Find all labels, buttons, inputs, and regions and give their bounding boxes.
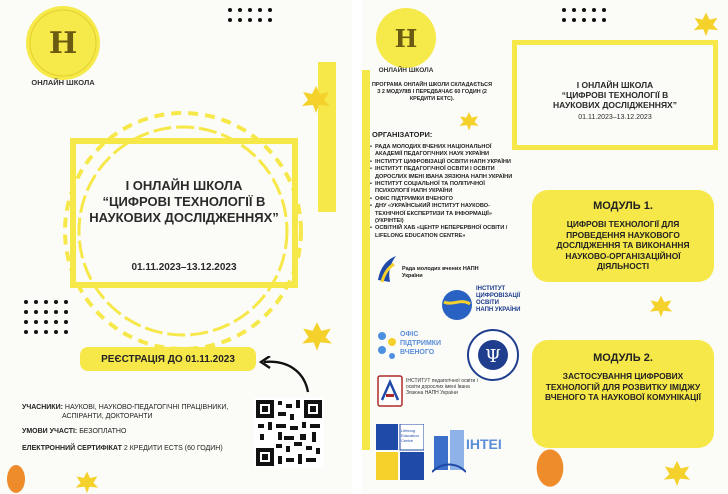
icdo-line-4: НАПН УКРАЇНИ: [476, 307, 521, 313]
logo-mark-icon: Н: [48, 25, 78, 61]
ipood-logo-icon: [376, 374, 404, 408]
office-logo-icon: [376, 330, 398, 360]
title-line-3: НАУКОВИХ ДОСЛІДЖЕННЯХ”: [553, 100, 677, 110]
school-dates-right: 01.11.2023–13.12.2023: [578, 114, 652, 121]
partner-intei: [432, 426, 502, 476]
module-2-text: ЗАСТОСУВАННЯ ЦИФРОВИХ ТЕХНОЛОГІЙ ДЛЯ РОЗВИТКУ ІМІДЖУ ВЧЕНОГО ТА НАУКОВОЇ КОМУНІКАЦІЇ: [545, 371, 701, 402]
svg-text:Ψ: Ψ: [485, 346, 501, 367]
school-title-right: [518, 80, 712, 121]
program-text: ПРОГРАМА ОНЛАЙН ШКОЛИ СКЛАДАЄТЬСЯ З 2 МОДУЛІВ І ПЕРЕДБАЧАЄ 60 ГОДИН (2 КРЕДИТИ ЕКТС).: [372, 82, 492, 102]
partner-ipood: [376, 374, 486, 414]
office-line-1: ОФІС: [400, 331, 419, 338]
organizer-item: • РАДА МОЛОДИХ ВЧЕНИХ НАЦІОНАЛЬНОЇ АКАДЕМІЇ ПЕДАГОГІЧНИХ НАУК УКРАЇНИ: [370, 144, 520, 159]
organizer-item: • ІНСТИТУТ ЦИФРОВІЗАЦІЇ ОСВІТИ НАПН УКРАЇНИ: [370, 159, 520, 166]
lec-text: Lifelong Education Centre: [401, 428, 419, 443]
leaf-icon: [648, 294, 674, 318]
dots-decoration: [562, 8, 606, 22]
module-2-title: МОДУЛЬ 2.: [593, 352, 653, 364]
leaf-icon: [300, 320, 334, 352]
organizer-item: • ІНСТИТУТ ПЕДАГОГІЧНОЇ ОСВІТИ І ОСВІТИ ДОРОСЛИХ ІМЕНІ ІВАНА ЗЯЗЮНА НАПН УКРАЇНИ: [370, 166, 520, 181]
dots-decoration: [228, 8, 272, 22]
organizer-item: • ІНСТИТУТ СОЦІАЛЬНОЇ ТА ПОЛІТИЧНОЇ ПСИХОЛОГІЇ НАПН УКРАЇНИ: [370, 181, 520, 196]
logo-caption: ОНЛАЙН ШКОЛА: [31, 78, 95, 87]
icdo-text: [476, 286, 520, 314]
module-1-text: ЦИФРОВІ ТЕХНОЛОГІЇ ДЛЯ ПРОВЕДЕННЯ НАУКОВОГО ДОСЛІДЖЕННЯ ТА ВИКОНАННЯ НАУКОВО-ОРГАНІЗАЦІЙНОЇ ДІЯЛЬНОСТІ: [556, 219, 690, 271]
qr-code[interactable]: [254, 398, 324, 468]
module-1-title: МОДУЛЬ 1.: [593, 200, 653, 212]
organizers-list: [370, 144, 520, 240]
organizer-item: • ДНУ «УКРАЇНСЬКИЙ ІНСТИТУТ НАУКОВО-ТЕХНІЧНОЇ ЕКСПЕРТИЗИ ТА ІНФОРМАЦІЇ» (УКРІНТЕІ): [370, 203, 520, 225]
registration-badge: РЕЄСТРАЦІЯ ДО 01.11.2023: [80, 347, 256, 371]
leaf-icon: [300, 84, 332, 114]
school-logo: [26, 6, 100, 80]
orange-leaf-icon: [532, 448, 568, 488]
leaf-icon: [662, 458, 692, 488]
partner-office: [376, 328, 448, 364]
logo-ring: [26, 6, 100, 80]
icdo-line-2: ЦИФРОВІЗАЦІЇ: [476, 293, 521, 299]
partner-lec: [376, 424, 424, 480]
organizer-item: • ОСВІТНІЙ ХАБ «ЦЕНТР НЕПЕРЕРВНОЇ ОСВІТИ / LIFELONG EDUCATION CENTRE»: [370, 225, 520, 240]
leaf-icon: [458, 110, 480, 132]
module-2-card: [532, 340, 714, 448]
office-line-2: ПІДТРИМКИ: [400, 340, 442, 347]
office-text: [400, 330, 441, 357]
participants-value: НАУКОВІ, НАУКОВО-ПЕДАГОГІЧНІ ПРАЦІВНИКИ,: [64, 404, 229, 411]
partner-icdo: [440, 282, 524, 328]
organizer-item: • ОФІС ПІДТРИМКИ ВЧЕНОГО: [370, 196, 520, 203]
title-line-3: НАУКОВИХ ДОСЛІДЖЕННЯХ”: [89, 210, 279, 225]
dots-decoration-lower: [24, 300, 68, 334]
logo-caption-right: ОНЛАЙН ШКОЛА: [378, 67, 434, 74]
organizers-heading: ОРГАНІЗАТОРИ:: [372, 130, 433, 139]
school-dates: 01.11.2023–13.12.2023: [131, 262, 237, 273]
certificate-info: [22, 445, 223, 452]
conditions-label: УМОВИ УЧАСТІ:: [22, 428, 78, 435]
leaf-icon: [70, 470, 104, 494]
intei-text: ІНТЕІ: [466, 436, 502, 452]
right-poster: [362, 0, 728, 494]
icdo-globe-icon: [440, 288, 474, 322]
title-line-1: І ОНЛАЙН ШКОЛА: [125, 178, 243, 193]
module-1-card: [532, 190, 714, 282]
certificate-value: 2 КРЕДИТИ ECTS (60 ГОДИН): [123, 445, 223, 452]
certificate-label: ЕЛЕКТРОННИЙ СЕРТИФІКАТ: [22, 445, 122, 452]
title-line-2: “ЦИФРОВІ ТЕХНОЛОГІЇ В: [102, 194, 266, 209]
orange-leaf-icon: [4, 464, 28, 494]
logo-mark-icon: Н: [394, 23, 418, 53]
leaf-icon: [692, 10, 720, 38]
conditions-value: БЕЗОПЛАТНО: [79, 428, 127, 435]
intei-logo-icon: [432, 426, 466, 474]
arrow-icon: [252, 356, 312, 396]
school-logo-right: [376, 8, 436, 68]
icdo-line-3: ОСВІТИ: [476, 300, 499, 306]
title-line-2: “ЦИФРОВІ ТЕХНОЛОГІЇ В: [561, 90, 669, 100]
participants-value-2: АСПІРАНТИ, ДОКТОРАНТИ: [62, 413, 153, 420]
left-edge-bar: [362, 70, 370, 450]
left-poster: [0, 0, 352, 494]
school-title: [76, 178, 292, 225]
icdo-line-1: ІНСТИТУТ: [476, 286, 506, 292]
office-line-3: ВЧЕНОГО: [400, 349, 435, 356]
title-line-1: І ОНЛАЙН ШКОЛА: [576, 80, 654, 90]
participants-label: УЧАСНИКИ:: [22, 404, 63, 411]
ipood-text: ІНСТИТУТ педагогічної освіти і освіти дорослих імені Івана Зязюна НАПН України: [406, 378, 478, 396]
conditions-info: [22, 428, 126, 435]
participants-info: [22, 403, 252, 421]
rmv-text: Рада молодих вчених НАПН України: [402, 266, 479, 279]
rmv-logo-icon: [374, 254, 400, 284]
